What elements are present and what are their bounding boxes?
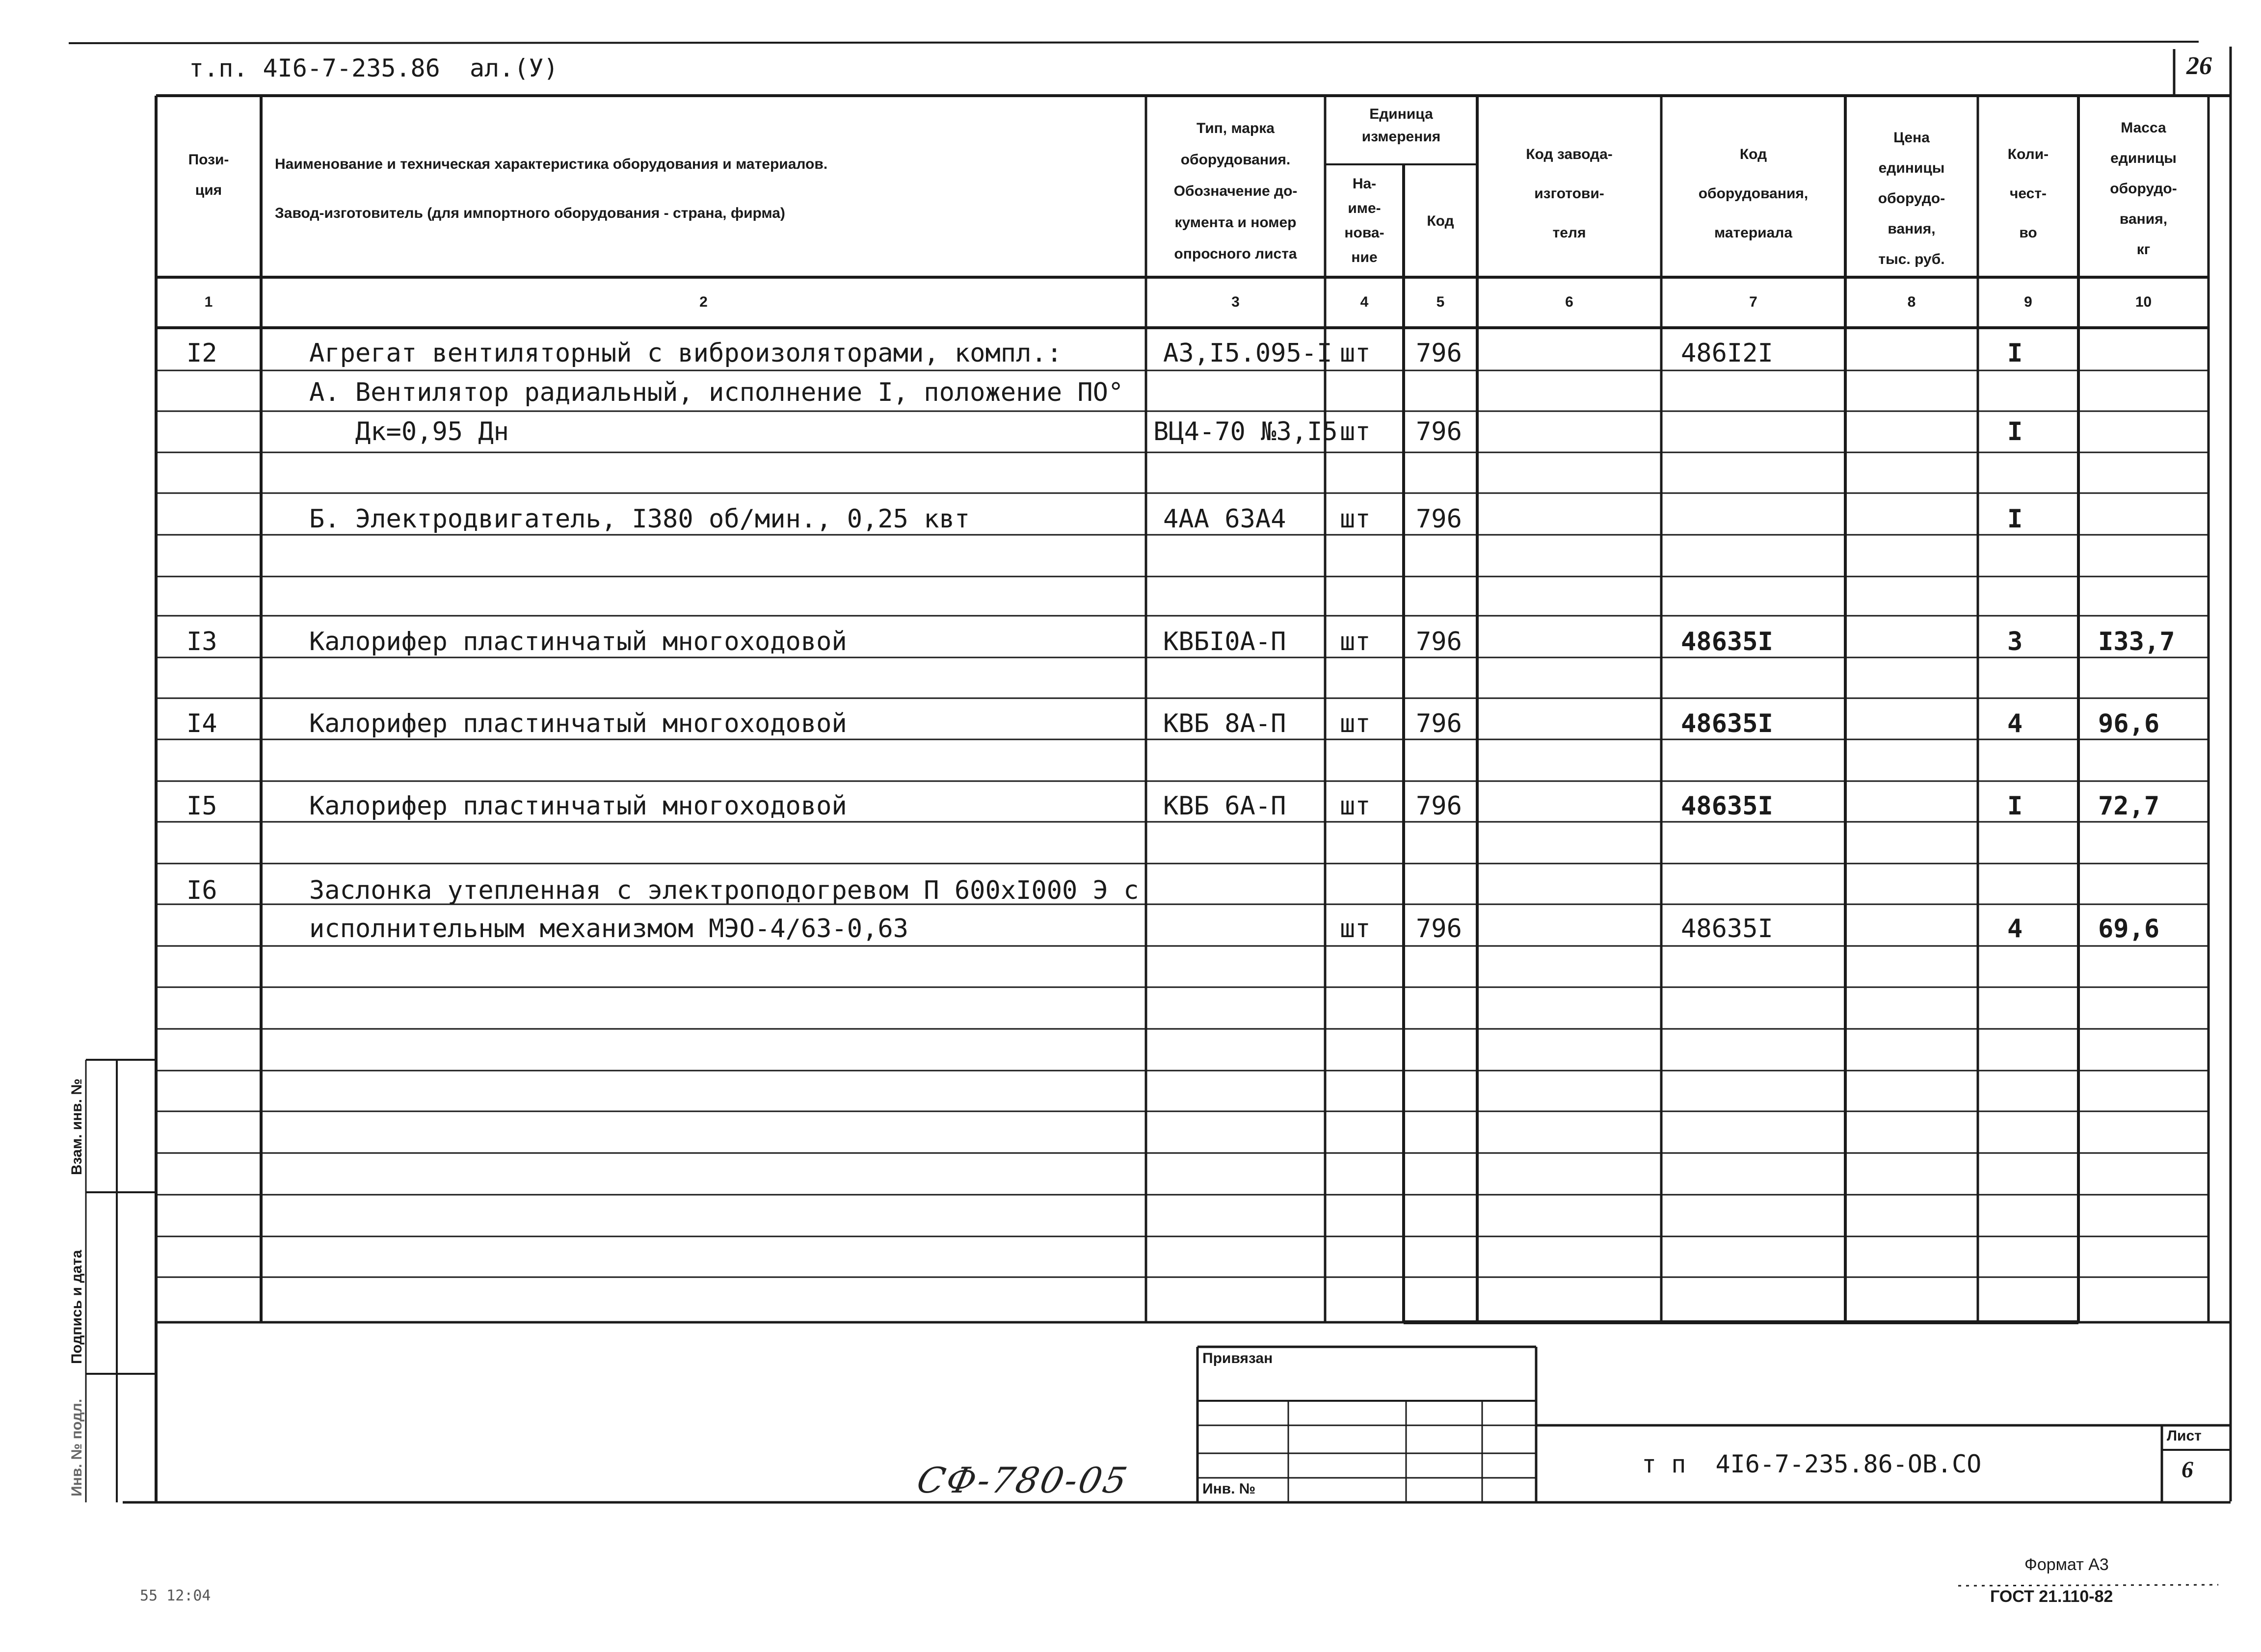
row-quantity: I bbox=[2007, 791, 2023, 821]
col-header-factory-code: Код завода- изготови- теля bbox=[1526, 146, 1613, 241]
col-number-7: 7 bbox=[1749, 294, 1757, 310]
row-code: 796 bbox=[1416, 417, 1462, 446]
row-mass: 96,6 bbox=[2098, 709, 2160, 738]
row-unit: шт bbox=[1340, 504, 1371, 534]
stamp-inv-podl: Инв. № подл. bbox=[69, 1398, 85, 1496]
row-type: 4АА 63А4 bbox=[1163, 504, 1286, 534]
row-name: Калорифер пластинчатый многоходовой bbox=[309, 791, 847, 821]
privyazan-label: Привязан bbox=[1202, 1350, 1273, 1366]
row-type: А3,I5.095-I bbox=[1163, 339, 1332, 368]
row-type: КВБ 6А-П bbox=[1163, 791, 1286, 821]
row-code: 796 bbox=[1416, 709, 1462, 738]
col-number-4: 4 bbox=[1360, 294, 1369, 310]
col-header-unit-code: Код bbox=[1427, 213, 1454, 229]
col-header-quantity: Коли- чест- во bbox=[2007, 146, 2049, 241]
row-code: 796 bbox=[1416, 339, 1462, 368]
page-number: 26 bbox=[2186, 52, 2212, 80]
row-type: ВЦ4-70 №3,I5 bbox=[1153, 417, 1338, 446]
stamp-vzam-inv: Взам. инв. № bbox=[69, 1078, 85, 1175]
col-number-6: 6 bbox=[1565, 294, 1573, 310]
col-number-9: 9 bbox=[2024, 294, 2032, 310]
row-equipment-code: 48635I bbox=[1681, 627, 1773, 656]
inv-no-label: Инв. № bbox=[1202, 1481, 1256, 1497]
row-name: Агрегат вентиляторный с виброизоляторами, компл.: bbox=[309, 339, 1063, 368]
row-name: А. Вентилятор радиальный, исполнение I, положение ПО° bbox=[309, 378, 1124, 407]
row-equipment-code: 48635I bbox=[1681, 914, 1773, 944]
col-header-price: Цена единицы оборудо- вания, тыс. руб. bbox=[1878, 130, 1945, 267]
col-number-2: 2 bbox=[699, 294, 708, 310]
row-quantity: 4 bbox=[2007, 709, 2023, 738]
row-name: исполнительным механизмом МЭО-4/63-0,63 bbox=[309, 914, 908, 944]
row-name: Заслонка утепленная с электроподогревом П 600хI000 Э с bbox=[309, 876, 1139, 905]
row-unit: шт bbox=[1340, 627, 1371, 656]
col-number-8: 8 bbox=[1907, 294, 1916, 310]
stamp-podpis-data: Подпись и дата bbox=[69, 1250, 85, 1364]
row-position: I5 bbox=[186, 791, 217, 821]
col-number-1: 1 bbox=[204, 294, 213, 310]
row-position: I6 bbox=[186, 876, 217, 905]
row-position: I2 bbox=[186, 339, 217, 368]
row-code: 796 bbox=[1416, 504, 1462, 534]
row-quantity: I bbox=[2007, 417, 2023, 446]
row-type: КВБI0А-П bbox=[1163, 627, 1286, 656]
row-unit: шт bbox=[1340, 914, 1371, 944]
row-position: I3 bbox=[186, 627, 217, 656]
sheet-number: 6 bbox=[2181, 1457, 2193, 1483]
row-quantity: 4 bbox=[2007, 914, 2023, 944]
col-header-name: Наименование и техническая характеристика оборудования и материалов. Завод-изготовитель (для импортного оборудования - страна, фирма) bbox=[275, 156, 828, 221]
row-quantity: I bbox=[2007, 339, 2023, 368]
row-name: Калорифер пластинчатый многоходовой bbox=[309, 627, 847, 656]
row-equipment-code: 48635I bbox=[1681, 791, 1773, 821]
row-unit: шт bbox=[1340, 417, 1371, 446]
gost-label: ГОСТ 21.110-82 bbox=[1990, 1587, 2113, 1606]
row-equipment-code: 486I2I bbox=[1681, 339, 1773, 368]
row-unit: шт bbox=[1340, 791, 1371, 821]
col-header-unit-group: Единица измерения bbox=[1361, 106, 1441, 145]
col-header-unit-name: На- име- нова- ние bbox=[1344, 176, 1384, 265]
print-mark: 55 12:04 bbox=[140, 1587, 211, 1604]
col-number-10: 10 bbox=[2135, 294, 2152, 310]
row-name: Б. Электродвигатель, I380 об/мин., 0,25 квт bbox=[309, 504, 970, 534]
col-number-5: 5 bbox=[1436, 294, 1445, 310]
row-mass: I33,7 bbox=[2098, 627, 2175, 656]
row-position: I4 bbox=[186, 709, 217, 738]
row-equipment-code: 48635I bbox=[1681, 709, 1773, 738]
col-header-type: Тип, марка оборудования. Обозначение до- кумента и номер опросного листа bbox=[1173, 120, 1298, 262]
col-number-3: 3 bbox=[1231, 294, 1240, 310]
row-type: КВБ 8А-П bbox=[1163, 709, 1286, 738]
handwritten-number: СФ-780-05 bbox=[913, 1460, 1133, 1501]
sheet-label: Лист bbox=[2167, 1428, 2202, 1444]
format-label: Формат А3 bbox=[2024, 1555, 2109, 1574]
col-header-equipment-code: Код оборудования, материала bbox=[1698, 146, 1809, 241]
col-header-position: Пози- ция bbox=[188, 152, 229, 198]
doc-reference: т.п. 4I6-7-235.86 ал.(У) bbox=[189, 54, 559, 82]
row-unit: шт bbox=[1340, 709, 1371, 738]
row-quantity: 3 bbox=[2007, 627, 2023, 656]
row-code: 796 bbox=[1416, 627, 1462, 656]
row-code: 796 bbox=[1416, 914, 1462, 944]
row-unit: шт bbox=[1340, 339, 1371, 368]
col-header-mass: Масса единицы оборудо- вания, кг bbox=[2110, 120, 2177, 258]
row-code: 796 bbox=[1416, 791, 1462, 821]
row-mass: 69,6 bbox=[2098, 914, 2160, 944]
row-quantity: I bbox=[2007, 504, 2023, 534]
row-name: Калорифер пластинчатый многоходовой bbox=[309, 709, 847, 738]
document-code: т п 4I6-7-235.86-ОВ.СО bbox=[1642, 1450, 1982, 1478]
row-name: Дк=0,95 Дн bbox=[309, 417, 509, 446]
row-mass: 72,7 bbox=[2098, 791, 2160, 821]
